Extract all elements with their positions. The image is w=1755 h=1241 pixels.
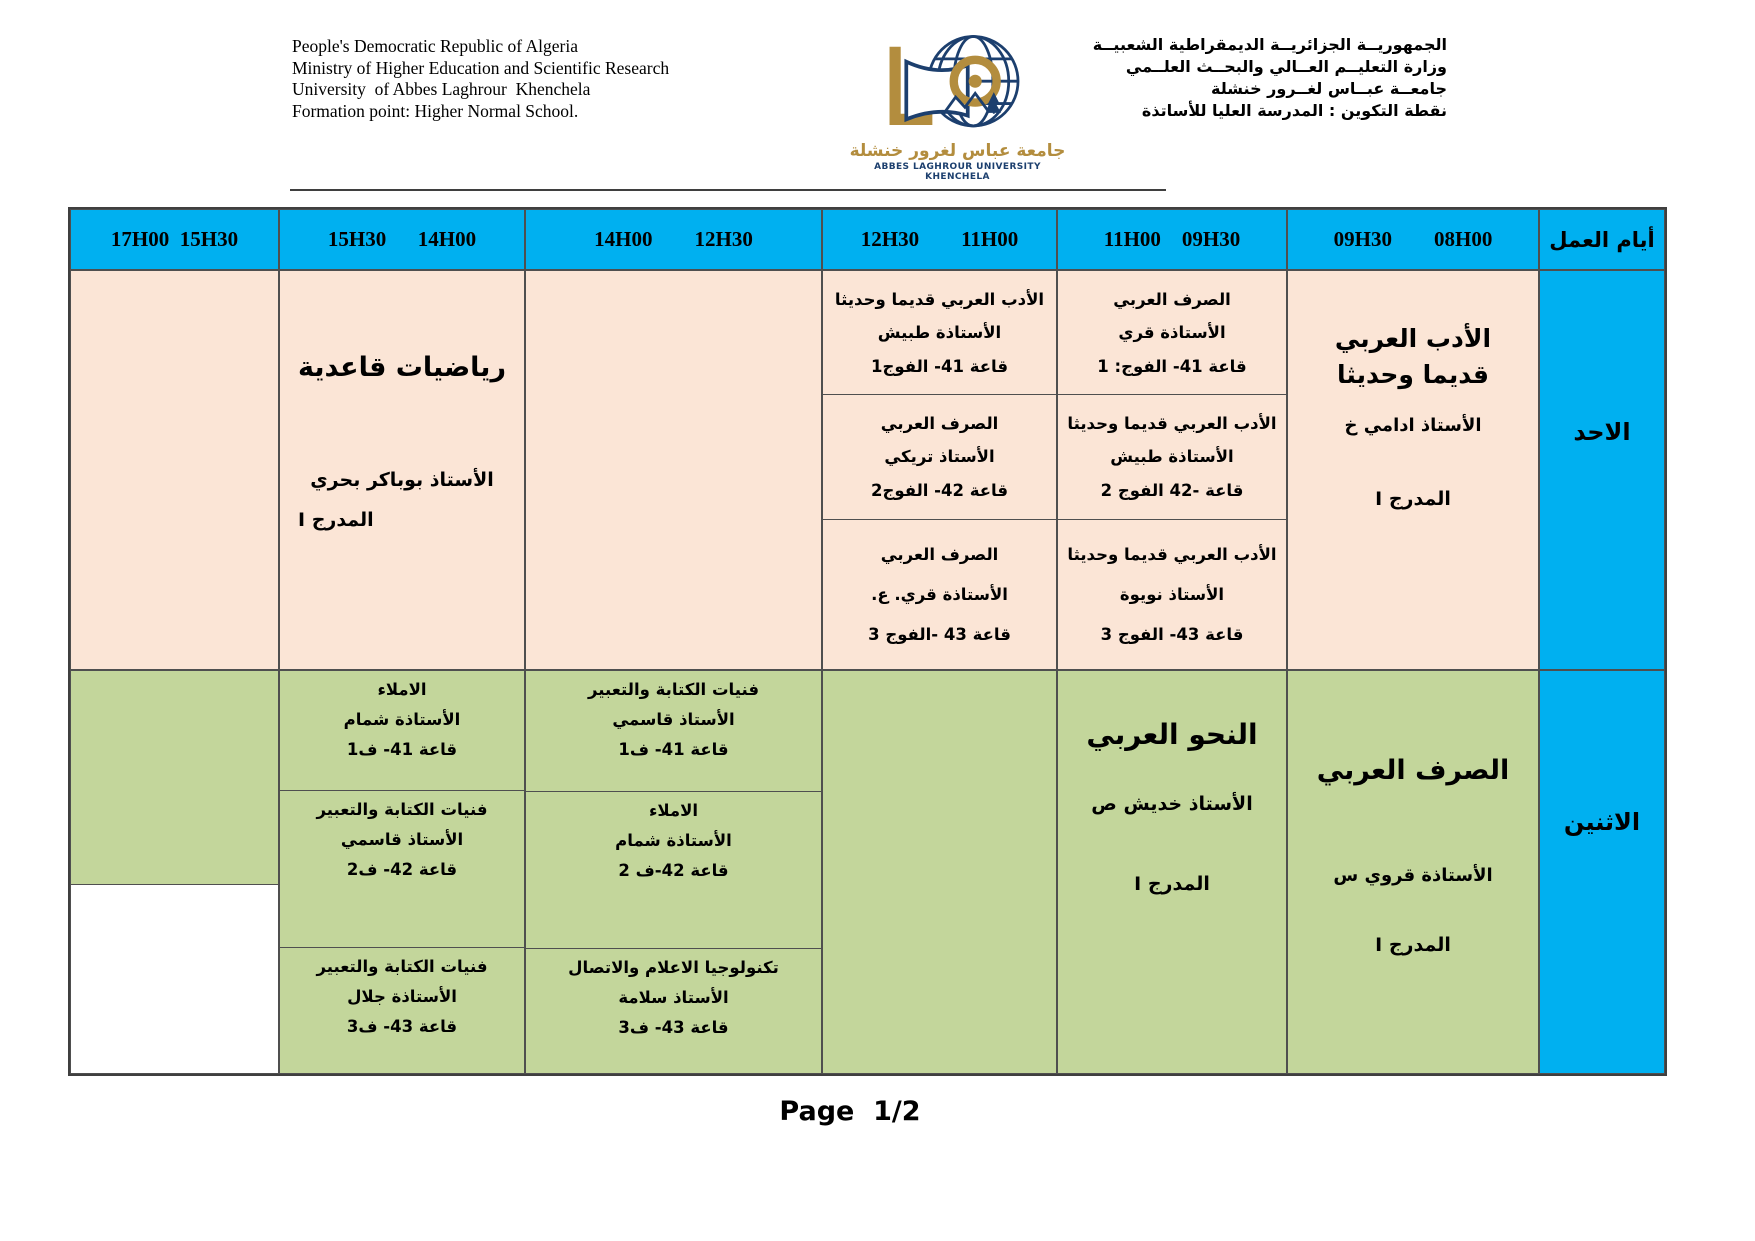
group-session (280, 948, 524, 1073)
session-teacher: الأستاذة شمام (615, 831, 732, 851)
header-line-formation-ar: نقطة التكوين : المدرسة العليا للأساتذة (1141, 101, 1447, 120)
course-teacher: الأستاذ ادامي خ (1344, 415, 1482, 436)
session-teacher: الأستاذة طبيش (1110, 447, 1234, 467)
session-teacher: الأستاذة قري (1118, 323, 1226, 343)
group-session (280, 791, 524, 948)
session-room: قاعة 41- ف1 (618, 740, 729, 759)
header-line-university: University of Abbes Laghrour Khenchela (292, 79, 591, 99)
session-room: قاعة -42 الفوج 2 (1100, 481, 1244, 501)
group-session (823, 271, 1056, 395)
group-session (823, 395, 1056, 519)
session-subject: فنيات الكتابة والتعبير (316, 957, 488, 977)
header-line-university-ar: جامعــة عبــاس لغــرور خنشلة (1211, 79, 1447, 98)
logo-english-name: ABBES LAGHROUR UNIVERSITY KHENCHELA (874, 162, 1041, 182)
time-header-17h00-15h30: 17H00 15H30 (70, 209, 279, 270)
monday-slot-15-14-groups (279, 670, 525, 1074)
monday-slot-11-09-course (1057, 670, 1287, 1074)
session-subject: الصرف العربي (880, 413, 999, 433)
course-room: المدرج I (298, 509, 374, 531)
session-room: قاعة 43- ف3 (346, 1017, 458, 1037)
course-title: الأدب العربي قديما وحديثا (1334, 324, 1492, 389)
monday-slot-09-08-course (1287, 670, 1539, 1074)
session-subject: الاملاء (377, 680, 427, 699)
day-label-sunday: الاحد (1539, 270, 1665, 670)
session-room: قاعة 41- ف1 (346, 740, 458, 759)
sunday-slot-15-14-course (279, 270, 525, 670)
time-header-09h30-08h00: 09H30 08H00 (1287, 209, 1539, 270)
monday-17-15-white-part (71, 885, 278, 1073)
session-subject: فنيات الكتابة والتعبير (316, 800, 488, 820)
time-header-15h30-14h00: 15H30 14H00 (279, 209, 525, 270)
course-room: المدرج I (1375, 488, 1451, 510)
group-session (1058, 520, 1286, 669)
session-room: قاعة 42-ف 2 (618, 861, 729, 881)
monday-slot-12-11-empty (822, 670, 1057, 1074)
day-label-monday: الاثنين (1539, 670, 1665, 1074)
time-header-11h00-09h30: 11H00 09H30 (1057, 209, 1287, 270)
session-subject: الصرف العربي (880, 544, 999, 564)
session-teacher: الأستاذة جلال (347, 987, 457, 1007)
group-session (526, 792, 821, 949)
session-room: قاعة 42- ف2 (346, 860, 458, 880)
university-logo (845, 30, 1070, 182)
course-title: النحو العربي (1086, 718, 1258, 751)
session-subject: الاملاء (648, 801, 699, 821)
session-subject: تكنولوجيا الاعلام والاتصال (568, 958, 779, 978)
group-session (280, 671, 524, 791)
session-room: قاعة 42- الفوج2 (870, 481, 1009, 501)
session-teacher: الأستاذة قري. ع. (871, 584, 1008, 604)
header-line-formation: Formation point: Higher Normal School. (292, 100, 579, 121)
session-teacher: الأستاذ سلامة (618, 988, 729, 1008)
course-title: الصرف العربي (1316, 755, 1510, 786)
sunday-slot-09-08-course (1287, 270, 1539, 670)
time-header-12h30-11h00: 12H30 11H00 (822, 209, 1057, 270)
session-room: قاعة 43- ف3 (618, 1018, 729, 1038)
session-teacher: الأستاذ نويوة (1119, 584, 1225, 604)
gold-dot (969, 75, 982, 88)
header-arabic-block (1093, 34, 1447, 122)
course-room: المدرج I (1375, 934, 1451, 956)
group-session (1058, 271, 1286, 395)
timetable (68, 207, 1667, 1076)
sunday-slot-17-15-empty (70, 270, 279, 670)
time-header-14h00-12h30: 14H00 12H30 (525, 209, 822, 270)
group-session (1058, 395, 1286, 519)
sunday-slot-14-12-empty (525, 270, 822, 670)
monday-17-15-green-part (71, 671, 278, 885)
header-line-country-ar: الجمهوريــة الجزائريــة الديمقراطية الشعبيــة (1092, 35, 1447, 54)
session-room: قاعة 43- الفوج 3 (1100, 624, 1244, 644)
course-room: المدرج I (1134, 873, 1210, 895)
session-subject: فنيات الكتابة والتعبير (587, 680, 759, 699)
monday-slot-17-15-empty (70, 670, 279, 1074)
work-days-header: أيام العمل (1539, 209, 1665, 270)
header-english-block (292, 36, 669, 122)
sunday-slot-12-11-groups (822, 270, 1057, 670)
session-room: قاعة 43 -الفوج 3 (868, 624, 1011, 644)
page-number: Page 1/2 (779, 1096, 921, 1127)
session-room: قاعة 41- الفوج: 1 (1097, 356, 1247, 376)
course-title: رياضيات قاعدية (298, 352, 506, 383)
session-subject: الأدب العربي قديما وحديثا (834, 289, 1045, 309)
session-subject: الأدب العربي قديما وحديثا (1067, 544, 1277, 564)
header-line-country: People's Democratic Republic of Algeria (292, 36, 578, 56)
group-session (526, 949, 821, 1073)
course-teacher: الأستاذ خديش ص (1091, 793, 1253, 815)
course-teacher: الأستاذ بوباكر بحري (310, 469, 494, 491)
header-line-ministry-ar: وزارة التعليــم العــالي والبحــث العلــمي (1125, 57, 1447, 76)
session-room: قاعة 41- الفوج1 (870, 356, 1009, 376)
session-teacher: الأستاذ قاسمي (340, 830, 464, 850)
group-session (526, 671, 821, 792)
course-teacher: الأستاذة قروي س (1333, 865, 1493, 886)
university-logo-emblem (850, 30, 1065, 138)
session-teacher: الأستاذة طبيش (877, 323, 1002, 343)
logo-arabic-name: جامعة عباس لغرور خنشلة (849, 141, 1066, 161)
group-session (823, 520, 1056, 669)
header-line-ministry: Ministry of Higher Education and Scientific Research (292, 57, 670, 78)
session-teacher: الأستاذ قاسمي (612, 710, 735, 729)
sunday-slot-11-09-groups (1057, 270, 1287, 670)
header-divider-line (290, 189, 1166, 191)
monday-slot-14-12-groups (525, 670, 822, 1074)
session-teacher: الأستاذة شمام (343, 710, 461, 729)
session-subject: الأدب العربي قديما وحديثا (1067, 413, 1277, 433)
session-teacher: الأستاذ تريكي (884, 447, 995, 467)
session-subject: الصرف العربي (1113, 289, 1231, 309)
